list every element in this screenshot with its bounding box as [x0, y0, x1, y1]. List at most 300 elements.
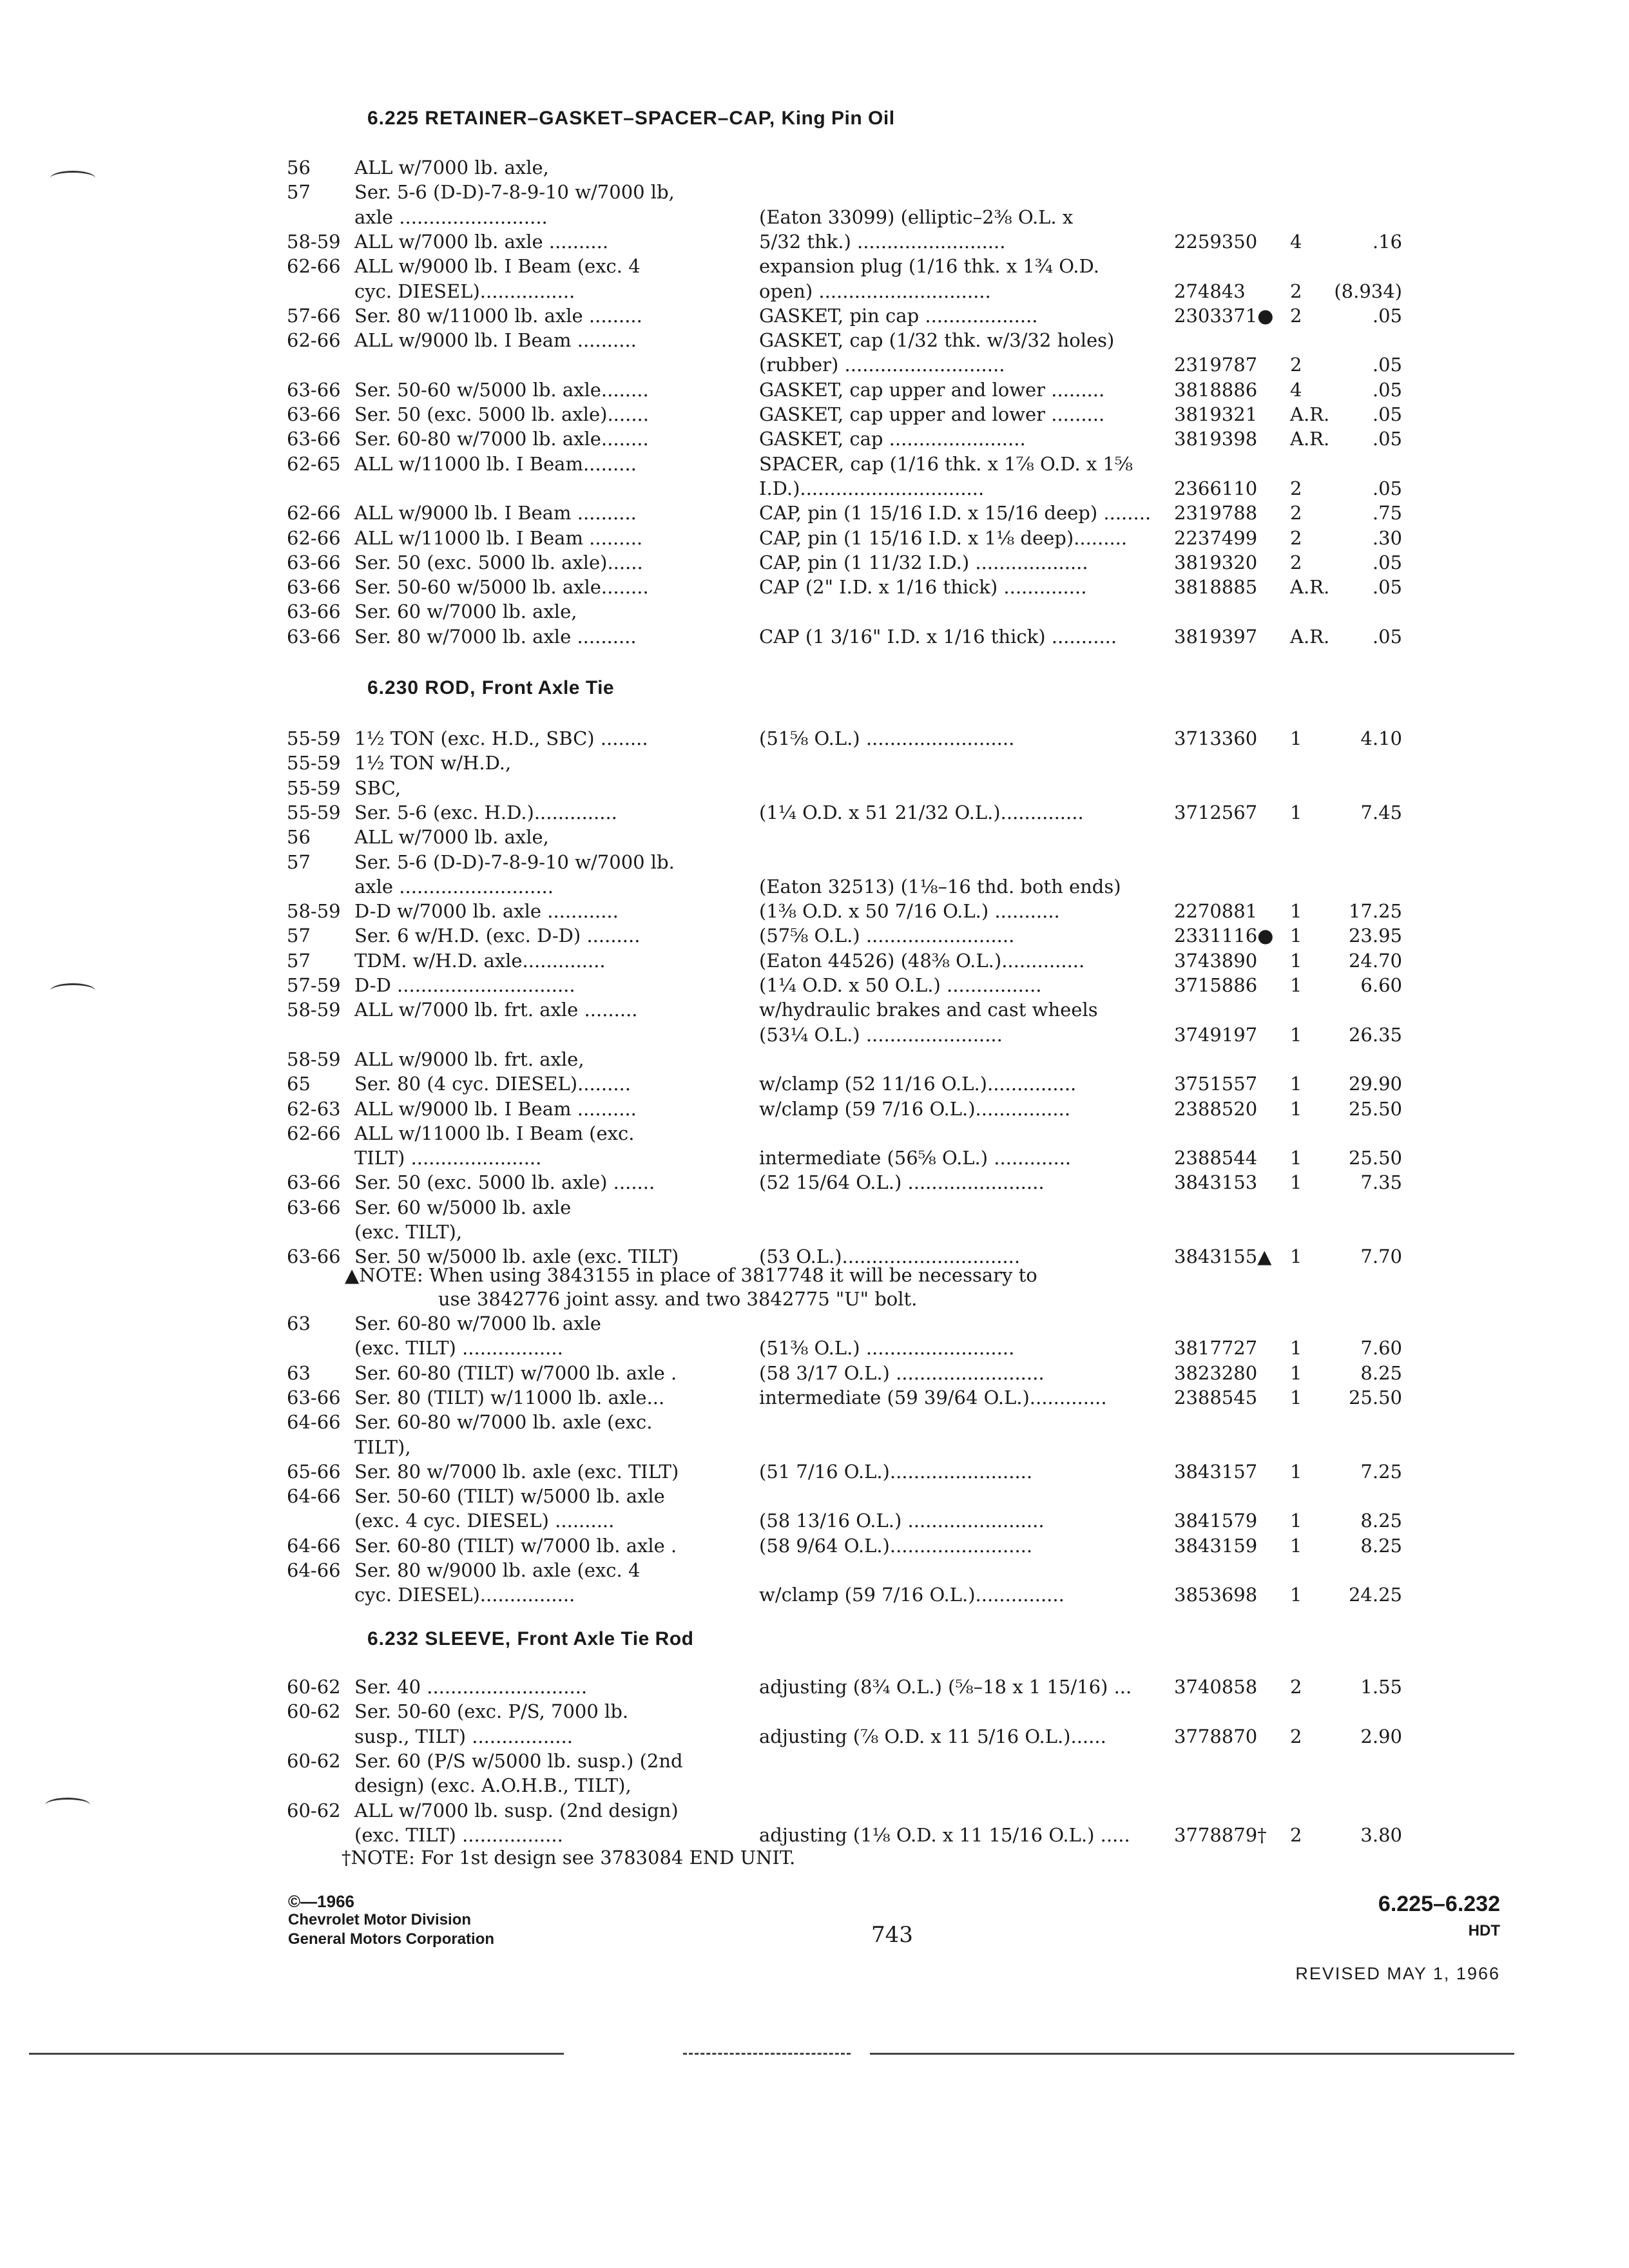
cell-part: 3853698 — [1174, 1584, 1258, 1606]
cell-price: 7.60 — [1360, 1337, 1402, 1360]
bottom-rule-left — [29, 2053, 564, 2055]
table-row — [0, 1046, 1629, 1072]
cell-part: 3712567 — [1174, 801, 1258, 823]
cell-qty: 1 — [1290, 900, 1302, 923]
table-row — [0, 624, 1629, 649]
cell-model: Ser. 80 (4 cyc. DIESEL)......... — [354, 1073, 631, 1095]
table-row — [0, 327, 1629, 353]
cell-model: Ser. 80 w/9000 lb. axle (exc. 4 — [354, 1559, 641, 1581]
cell-model: ALL w/9000 lb. I Beam .......... — [354, 329, 637, 352]
cell-year: 63-66 — [287, 403, 341, 425]
cell-qty: 1 — [1290, 1460, 1302, 1483]
cell-year: 58-59 — [287, 999, 341, 1021]
cell-year: 63 — [287, 1361, 311, 1384]
cell-qty: 1 — [1290, 1097, 1302, 1120]
table-row — [0, 726, 1629, 751]
cell-desc: w/clamp (52 11/16 O.L.)............... — [759, 1073, 1077, 1095]
cell-desc: (53 O.L.).............................. — [759, 1245, 1021, 1268]
section-title-text: 6.225 RETAINER–GASKET–SPACER–CAP, — [367, 108, 782, 129]
cell-year: 57 — [287, 850, 311, 873]
cell-year: 63-66 — [287, 378, 341, 401]
cell-year: 62-65 — [287, 452, 341, 475]
cell-desc: (1⅜ O.D. x 50 7/16 O.L.) ........... — [759, 900, 1060, 923]
cell-year: 63-66 — [287, 1245, 341, 1268]
cell-desc: adjusting (1⅛ O.D. x 11 15/16 O.L.) ..... — [759, 1823, 1130, 1846]
cell-year: 64-66 — [287, 1534, 341, 1557]
cell-desc: (57⅝ O.L.) ......................... — [759, 925, 1015, 947]
cell-desc: (51 7/16 O.L.)........................ — [759, 1460, 1033, 1483]
table-row — [0, 1773, 1629, 1798]
table-row — [0, 377, 1629, 403]
cell-model: D-D .............................. — [354, 974, 575, 996]
table-row — [0, 352, 1629, 378]
cell-part: 3778879† — [1174, 1823, 1267, 1846]
cell-part: 2388544 — [1174, 1147, 1258, 1169]
cell-qty: 2 — [1290, 280, 1302, 302]
table-row — [0, 972, 1629, 998]
cell-qty: 1 — [1290, 1337, 1302, 1360]
cell-part: 274843 — [1174, 280, 1246, 302]
cell-price: 17.25 — [1348, 900, 1402, 923]
cell-year: 63-66 — [287, 1171, 341, 1194]
table-row — [0, 229, 1629, 255]
cell-year: 60-62 — [287, 1676, 341, 1698]
cell-desc: expansion plug (1/16 thk. x 1¾ O.D. — [759, 255, 1099, 278]
cell-price: 24.25 — [1348, 1584, 1402, 1606]
cell-year: 64-66 — [287, 1559, 341, 1581]
cell-qty: 4 — [1290, 378, 1302, 401]
cell-year: 62-66 — [287, 526, 341, 549]
cell-desc: (58 13/16 O.L.) ....................... — [759, 1510, 1045, 1532]
cell-part: 3823280 — [1174, 1361, 1258, 1384]
table-row — [0, 750, 1629, 776]
cell-qty: A.R. — [1290, 625, 1330, 648]
cell-qty: 2 — [1290, 1676, 1302, 1698]
table-row — [0, 775, 1629, 801]
cell-price: .05 — [1372, 428, 1402, 450]
cell-price: 7.35 — [1360, 1171, 1402, 1194]
cell-model: ALL w/7000 lb. axle .......... — [354, 230, 609, 253]
cell-year: 55-59 — [287, 752, 341, 774]
cell-price: 23.95 — [1348, 925, 1402, 947]
cell-year: 63 — [287, 1312, 311, 1334]
cell-year: 55-59 — [287, 801, 341, 823]
cell-price: 25.50 — [1348, 1097, 1402, 1120]
cell-desc: (Eaton 44526) (48⅜ O.L.).............. — [759, 949, 1085, 972]
cell-desc: I.D.)............................... — [759, 477, 985, 499]
cell-desc: adjusting (⅞ O.D. x 11 5/16 O.L.)...... — [759, 1725, 1106, 1747]
cell-price: 25.50 — [1348, 1386, 1402, 1408]
cell-model: ALL w/7000 lb. axle, — [354, 826, 549, 849]
table-row — [0, 1022, 1629, 1048]
cell-part: 3817727 — [1174, 1337, 1258, 1360]
cell-model: ALL w/7000 lb. axle, — [354, 157, 549, 178]
section-subtitle: Front Axle Tie Rod — [517, 1628, 694, 1649]
table-row — [0, 525, 1629, 551]
cell-price: 8.25 — [1360, 1361, 1402, 1384]
cell-model: ALL w/11000 lb. I Beam (exc. — [354, 1122, 635, 1144]
cell-price: .30 — [1372, 526, 1402, 549]
cell-year: 62-66 — [287, 502, 341, 524]
cell-model: 1½ TON w/H.D., — [354, 752, 512, 774]
cell-model: Ser. 50-60 (TILT) w/5000 lb. axle — [354, 1485, 665, 1508]
cell-qty: 1 — [1290, 1510, 1302, 1532]
cell-model: Ser. 80 w/11000 lb. axle ......... — [354, 304, 642, 327]
note-3843155-continued: use 3842776 joint assy. and two 3842775 "U" bolt. — [438, 1288, 918, 1310]
cell-part: 3751557 — [1174, 1073, 1258, 1095]
table-row — [0, 574, 1629, 600]
cell-desc: 5/32 thk.) ......................... — [759, 230, 1006, 253]
cell-model: ALL w/11000 lb. I Beam ......... — [354, 526, 643, 549]
note-first-design: †NOTE: For 1st design see 3783084 END UNIT. — [342, 1847, 796, 1869]
cell-qty: 1 — [1290, 1386, 1302, 1408]
cell-year: 64-66 — [287, 1485, 341, 1508]
cell-price: 8.25 — [1360, 1510, 1402, 1532]
table-row — [0, 1674, 1629, 1700]
cell-part: 3818886 — [1174, 378, 1258, 401]
cell-price: 8.25 — [1360, 1534, 1402, 1557]
table-row — [0, 1748, 1629, 1774]
cell-price: 29.90 — [1348, 1073, 1402, 1095]
cell-part: 2388520 — [1174, 1097, 1258, 1120]
cell-price: (8.934) — [1334, 280, 1402, 302]
cell-qty: 1 — [1290, 801, 1302, 823]
cell-year: 63-66 — [287, 601, 341, 623]
cell-price: .05 — [1372, 477, 1402, 499]
cell-year: 58-59 — [287, 230, 341, 253]
table-row — [0, 401, 1629, 427]
cell-year: 56 — [287, 826, 311, 849]
table-row — [0, 204, 1629, 230]
cell-qty: 1 — [1290, 1171, 1302, 1194]
cell-part: 2259350 — [1174, 230, 1258, 253]
cell-price: 7.45 — [1360, 801, 1402, 823]
cell-model: Ser. 50-60 (exc. P/S, 7000 lb. — [354, 1700, 629, 1723]
cell-desc: intermediate (56⅝ O.L.) ............. — [759, 1147, 1072, 1169]
cell-year: 63-66 — [287, 625, 341, 648]
table-row — [0, 476, 1629, 501]
cell-model: Ser. 60-80 w/7000 lb. axle (exc. — [354, 1411, 653, 1434]
cell-model: Ser. 60 w/7000 lb. axle, — [354, 601, 577, 623]
table-row — [0, 874, 1629, 899]
cell-desc: GASKET, cap ....................... — [759, 428, 1026, 450]
cell-part: 3819321 — [1174, 403, 1258, 425]
cell-year: 60-62 — [287, 1799, 341, 1821]
cell-desc: GASKET, cap upper and lower ......... — [759, 403, 1105, 425]
cell-model: Ser. 80 w/7000 lb. axle (exc. TILT) — [354, 1460, 679, 1483]
section-title-6-225 — [367, 108, 895, 130]
cell-year: 63-66 — [287, 1386, 341, 1408]
cell-qty: 4 — [1290, 230, 1302, 253]
table-row — [0, 1219, 1629, 1245]
cell-part: 2366110 — [1174, 477, 1258, 499]
cell-year: 65 — [287, 1073, 311, 1095]
cell-price: .05 — [1372, 576, 1402, 599]
cell-price: 24.70 — [1348, 949, 1402, 972]
punch-hole-mark — [45, 1798, 90, 1812]
table-row — [0, 1195, 1629, 1220]
cell-qty: 2 — [1290, 526, 1302, 549]
cell-price: .05 — [1372, 354, 1402, 376]
cell-model: Ser. 50-60 w/5000 lb. axle........ — [354, 576, 649, 599]
cell-year: 57-66 — [287, 304, 341, 327]
table-row — [0, 948, 1629, 974]
table-row — [0, 500, 1629, 526]
cell-qty: 1 — [1290, 1147, 1302, 1169]
corporation-name: General Motors Corporation — [288, 1930, 495, 1948]
cell-model: (exc. TILT), — [354, 1221, 463, 1243]
cell-qty: 2 — [1290, 304, 1302, 327]
cell-qty: 1 — [1290, 949, 1302, 972]
section-range: 6.225–6.232 — [1378, 1892, 1500, 1916]
cell-model: susp., TILT) ................. — [354, 1725, 573, 1747]
copyright: ©—1966 — [288, 1892, 354, 1911]
cell-part: 2319787 — [1174, 354, 1258, 376]
cell-qty: 2 — [1290, 354, 1302, 376]
table-row — [0, 923, 1629, 948]
cell-qty: 2 — [1290, 1725, 1302, 1747]
cell-part: 3819320 — [1174, 551, 1258, 573]
cell-model: ALL w/9000 lb. frt. axle, — [354, 1048, 584, 1070]
page-number: 743 — [871, 1922, 913, 1948]
cell-qty: A.R. — [1290, 403, 1330, 425]
cell-qty: 1 — [1290, 1361, 1302, 1384]
table-row — [0, 550, 1629, 575]
cell-desc: SPACER, cap (1/16 thk. x 1⅞ O.D. x 1⅝ — [759, 452, 1133, 475]
cell-model: Ser. 60-80 (TILT) w/7000 lb. axle . — [354, 1534, 677, 1557]
cell-model: ALL w/7000 lb. susp. (2nd design) — [354, 1799, 679, 1821]
cell-model: cyc. DIESEL)................ — [354, 1584, 575, 1606]
cell-model: D-D w/7000 lb. axle ............ — [354, 900, 619, 923]
cell-year: 63-66 — [287, 1196, 341, 1218]
cell-part: 3778870 — [1174, 1725, 1258, 1747]
cell-year: 60-62 — [287, 1749, 341, 1772]
cell-qty: 1 — [1290, 974, 1302, 996]
cell-qty: A.R. — [1290, 428, 1330, 450]
table-row — [0, 1169, 1629, 1195]
cell-part: 3743890 — [1174, 949, 1258, 972]
cell-part: 3818885 — [1174, 576, 1258, 599]
cell-price: 1.55 — [1360, 1676, 1402, 1698]
cell-model: ALL w/9000 lb. I Beam .......... — [354, 502, 637, 524]
cell-year: 62-66 — [287, 255, 341, 278]
cell-qty: 1 — [1290, 1023, 1302, 1046]
bottom-rule-middle — [683, 2053, 851, 2055]
cell-part: 3843153 — [1174, 1171, 1258, 1194]
cell-part: 3749197 — [1174, 1023, 1258, 1046]
cell-desc: GASKET, cap (1/32 thk. w/3/32 holes) — [759, 329, 1115, 352]
cell-price: 7.25 — [1360, 1460, 1402, 1483]
cell-model: Ser. 6 w/H.D. (exc. D-D) ......... — [354, 925, 641, 947]
table-row — [0, 278, 1629, 304]
cell-qty: 2 — [1290, 477, 1302, 499]
cell-part: 2237499 — [1174, 526, 1258, 549]
table-row — [0, 179, 1629, 205]
cell-desc: adjusting (8¾ O.L.) (⅝–18 x 1 15/16) ... — [759, 1676, 1132, 1698]
table-row — [0, 1434, 1629, 1460]
cell-model: cyc. DIESEL)................ — [354, 280, 575, 302]
cell-part: 2331116● — [1174, 925, 1274, 947]
cell-model: TDM. w/H.D. axle.............. — [354, 949, 606, 972]
cell-model: ALL w/11000 lb. I Beam......... — [354, 452, 637, 475]
cell-desc: CAP, pin (1 11/32 I.D.) ................... — [759, 551, 1088, 573]
table-row — [0, 253, 1629, 279]
cell-qty: 1 — [1290, 1534, 1302, 1557]
table-row — [0, 599, 1629, 624]
cell-part: 2388545 — [1174, 1386, 1258, 1408]
cell-part: 3843159 — [1174, 1534, 1258, 1557]
note-3843155: ▲NOTE: When using 3843155 in place of 3817748 it will be necessary to — [345, 1264, 1037, 1286]
cell-desc: (51⅜ O.L.) ......................... — [759, 1337, 1015, 1360]
cell-desc: w/clamp (59 7/16 O.L.)............... — [759, 1584, 1065, 1606]
cell-price: .05 — [1372, 304, 1402, 327]
cell-model: Ser. 60 (P/S w/5000 lb. susp.) (2nd — [354, 1749, 683, 1772]
cell-model: Ser. 60-80 w/7000 lb. axle........ — [354, 428, 649, 450]
cell-year: 62-66 — [287, 329, 341, 352]
cell-model: ALL w/9000 lb. I Beam .......... — [354, 1097, 637, 1120]
table-row — [0, 1335, 1629, 1361]
bottom-rule-right — [870, 2053, 1514, 2055]
cell-model: Ser. 40 ........................... — [354, 1676, 588, 1698]
table-row — [0, 451, 1629, 477]
section-title-text: 6.232 SLEEVE, — [367, 1628, 517, 1649]
cell-part: 3713360 — [1174, 727, 1258, 749]
cell-year: 57 — [287, 925, 311, 947]
cell-model: Ser. 50 (exc. 5000 lb. axle)....... — [354, 403, 649, 425]
cell-year: 57 — [287, 181, 311, 204]
cell-price: .05 — [1372, 378, 1402, 401]
table-row — [0, 1557, 1629, 1583]
cell-model: Ser. 50 (exc. 5000 lb. axle)...... — [354, 551, 643, 573]
table-row — [0, 1459, 1629, 1485]
cell-model: axle .......................... — [354, 875, 554, 898]
cell-year: 60-62 — [287, 1700, 341, 1723]
table-row — [0, 898, 1629, 924]
cell-model: 1½ TON (exc. H.D., SBC) ........ — [354, 727, 648, 749]
table-row — [0, 1311, 1629, 1336]
cell-model: TILT), — [354, 1436, 411, 1458]
table-row — [0, 997, 1629, 1023]
cell-model: SBC, — [354, 776, 401, 799]
cell-model: Ser. 50-60 w/5000 lb. axle........ — [354, 378, 649, 401]
cell-part: 2319788 — [1174, 502, 1258, 524]
cell-model: axle ......................... — [354, 206, 548, 228]
table-row — [0, 1409, 1629, 1435]
table-row — [0, 1360, 1629, 1386]
cell-qty: 2 — [1290, 1823, 1302, 1846]
table-row — [0, 1533, 1629, 1559]
cell-desc: (51⅝ O.L.) ......................... — [759, 727, 1015, 749]
cell-part: 2270881 — [1174, 900, 1258, 923]
cell-qty: 1 — [1290, 1073, 1302, 1095]
section-title-6-232 — [367, 1628, 693, 1650]
cell-desc: CAP (1 3/16" I.D. x 1/16 thick) ........... — [759, 625, 1117, 648]
cell-model: Ser. 5-6 (D-D)-7-8-9-10 w/7000 lb, — [354, 181, 675, 204]
cell-price: 26.35 — [1348, 1023, 1402, 1046]
division-name: Chevrolet Motor Division — [288, 1911, 472, 1928]
cell-desc: (Eaton 33099) (elliptic–2⅜ O.L. x — [759, 206, 1074, 228]
cell-qty: 1 — [1290, 1245, 1302, 1268]
cell-part: 3715886 — [1174, 974, 1258, 996]
table-row — [0, 824, 1629, 850]
cell-desc: (52 15/64 O.L.) ....................... — [759, 1171, 1045, 1194]
section-code: HDT — [1468, 1922, 1500, 1939]
cell-desc: w/hydraulic brakes and cast wheels — [759, 999, 1098, 1021]
cell-part: 3843155▲ — [1174, 1245, 1272, 1268]
table-row — [0, 303, 1629, 329]
table-row — [0, 1582, 1629, 1608]
cell-price: .16 — [1372, 230, 1402, 253]
table-row — [0, 1508, 1629, 1533]
cell-model: Ser. 50 (exc. 5000 lb. axle) ....... — [354, 1171, 655, 1194]
cell-part: 3819397 — [1174, 625, 1258, 648]
cell-desc: (Eaton 32513) (1⅛–16 thd. both ends) — [759, 875, 1121, 898]
cell-qty: 2 — [1290, 502, 1302, 524]
cell-year: 57-59 — [287, 974, 341, 996]
cell-model: ALL w/7000 lb. frt. axle ......... — [354, 999, 638, 1021]
section-title-text: 6.230 ROD, — [367, 677, 482, 698]
cell-part: 3740858 — [1174, 1676, 1258, 1698]
cell-price: .05 — [1372, 403, 1402, 425]
cell-price: .05 — [1372, 551, 1402, 573]
cell-model: (exc. TILT) ................. — [354, 1337, 563, 1360]
cell-price: 3.80 — [1360, 1823, 1402, 1846]
cell-model: TILT) ...................... — [354, 1147, 542, 1169]
table-row — [0, 1483, 1629, 1509]
cell-model: Ser. 5-6 (exc. H.D.).............. — [354, 801, 617, 823]
table-row — [0, 849, 1629, 875]
cell-year: 62-66 — [287, 1122, 341, 1144]
cell-year: 58-59 — [287, 900, 341, 923]
table-row — [0, 426, 1629, 452]
table-row — [0, 1724, 1629, 1749]
table-row — [0, 1071, 1629, 1097]
cell-model: Ser. 80 (TILT) w/11000 lb. axle... — [354, 1386, 665, 1408]
table-row — [0, 1798, 1629, 1823]
cell-desc: w/clamp (59 7/16 O.L.)................ — [759, 1097, 1071, 1120]
cell-part: 3843157 — [1174, 1460, 1258, 1483]
cell-part: 2303371● — [1174, 304, 1274, 327]
cell-year: 62-63 — [287, 1097, 341, 1120]
cell-price: 2.90 — [1360, 1725, 1402, 1747]
table-row — [0, 1120, 1629, 1146]
cell-desc: (53¼ O.L.) ....................... — [759, 1023, 1003, 1046]
cell-desc: (rubber) ........................... — [759, 354, 1005, 376]
cell-price: 25.50 — [1348, 1147, 1402, 1169]
cell-desc: intermediate (59 39/64 O.L.)............. — [759, 1386, 1107, 1408]
table-row — [0, 1698, 1629, 1724]
section-subtitle: King Pin Oil — [781, 108, 895, 129]
table-row — [0, 1822, 1629, 1848]
cell-price: 7.70 — [1360, 1245, 1402, 1268]
cell-model: ALL w/9000 lb. I Beam (exc. 4 — [354, 255, 641, 278]
cell-year: 57 — [287, 949, 311, 972]
table-row — [0, 155, 1629, 180]
cell-year: 65-66 — [287, 1460, 341, 1483]
cell-part: 3841579 — [1174, 1510, 1258, 1532]
cell-price: .05 — [1372, 625, 1402, 648]
cell-qty: A.R. — [1290, 576, 1330, 599]
revised-date: REVISED MAY 1, 1966 — [1295, 1964, 1500, 1983]
section-title-6-230 — [367, 677, 614, 699]
punch-hole-mark — [50, 171, 95, 186]
cell-desc: CAP, pin (1 15/16 I.D. x 1⅛ deep)......... — [759, 526, 1128, 549]
cell-desc: GASKET, cap upper and lower ......... — [759, 378, 1105, 401]
cell-year: 55-59 — [287, 776, 341, 799]
punch-hole-mark — [50, 983, 95, 998]
cell-model: Ser. 50 w/5000 lb. axle (exc. TILT) — [354, 1245, 679, 1268]
cell-model: Ser. 5-6 (D-D)-7-8-9-10 w/7000 lb. — [354, 850, 675, 873]
